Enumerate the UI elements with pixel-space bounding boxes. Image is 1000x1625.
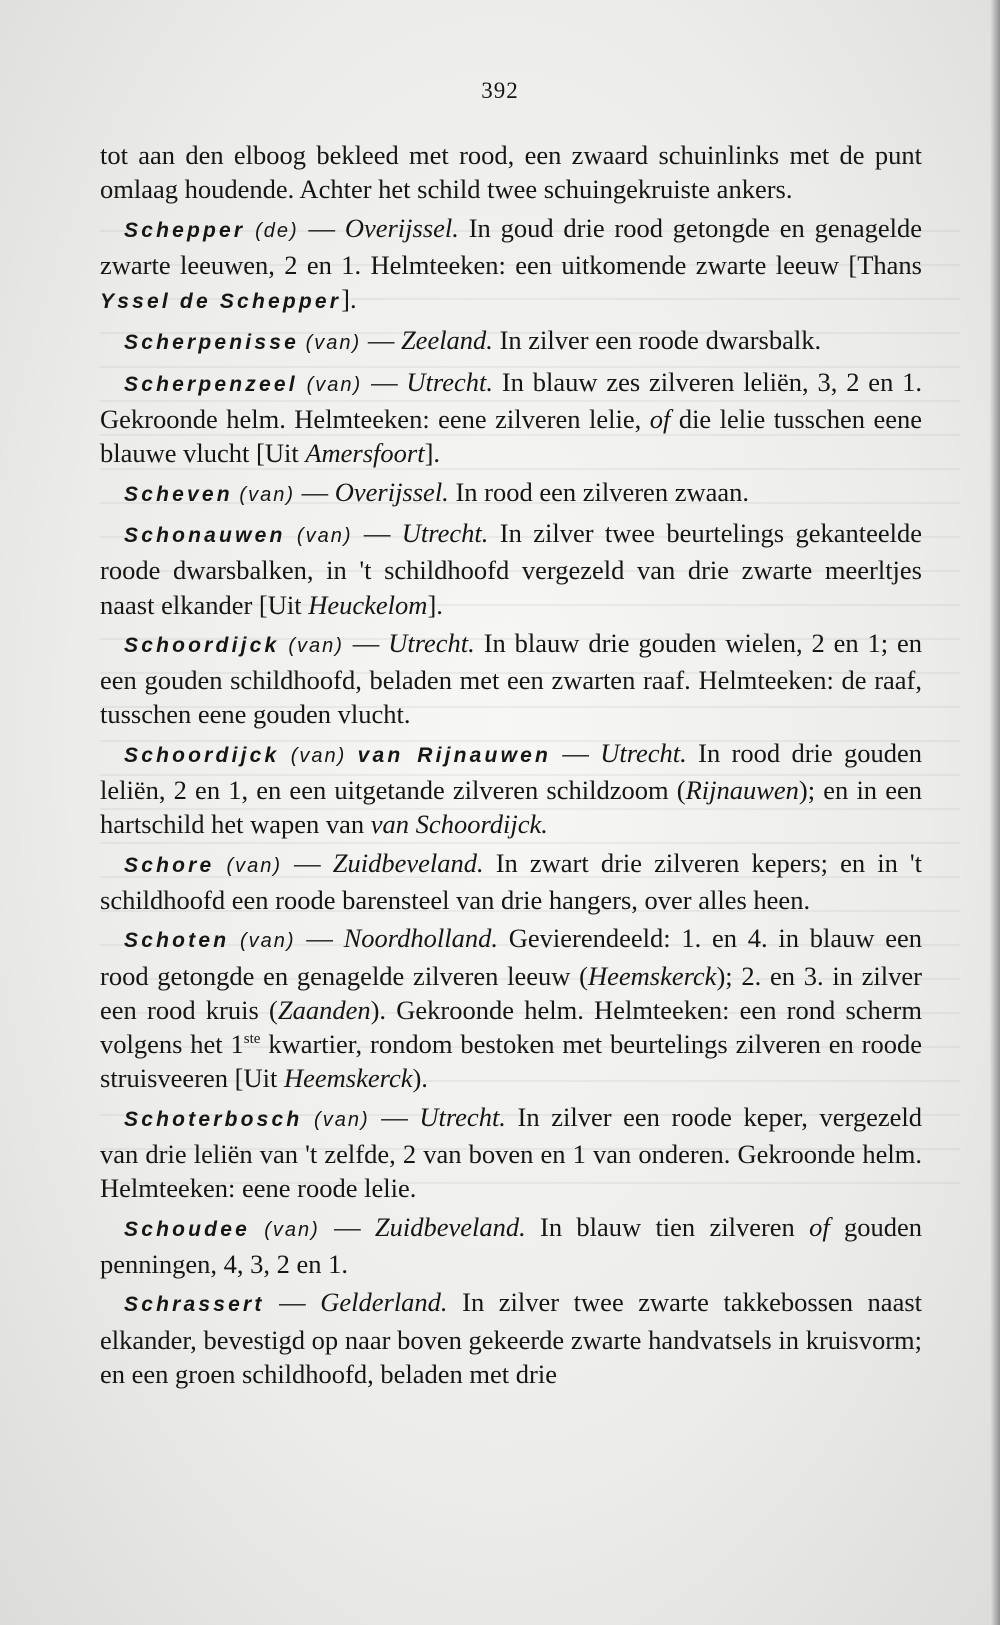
- entry-region: Zuidbeveland.: [374, 1211, 526, 1242]
- entry-region: Zuidbeveland.: [332, 847, 484, 878]
- entry-text-2: ); 2. en 3. in zilver een rood kruis (: [100, 960, 922, 1025]
- entry-ref: Heemskerck: [587, 960, 717, 991]
- entry-name: Scherpenisse: [124, 331, 299, 355]
- entry-text: In zilver een roode dwarsbalk.: [499, 325, 822, 356]
- entry-particle: (de): [255, 219, 299, 242]
- entry-region: Zeeland.: [400, 325, 493, 356]
- intro-text: tot aan den elboog bekleed met rood, een zwaard schuinlinks met de punt omlaag houdende. Achter het schild twee schuingekruiste ankers.: [100, 140, 922, 205]
- entry-name: Schoten: [124, 929, 230, 953]
- entry-name: Scherpenzeel: [124, 372, 298, 396]
- entry-text-2: gouden penningen, 4, 3, 2 en 1.: [100, 1211, 922, 1279]
- entry-ref-2: Zaanden: [277, 994, 371, 1025]
- entry-name: Schoudee: [124, 1217, 250, 1241]
- entry-particle: (van): [239, 483, 295, 506]
- entry-dash: —: [381, 1101, 408, 1132]
- entry-text-4: kwartier, rondom bestoken met beurtelings zilveren en roode struisveeren [Uit: [100, 1029, 922, 1094]
- page-number: 392: [481, 78, 519, 103]
- entry-region: Noordholland.: [343, 923, 498, 954]
- entry-particle: (van): [306, 373, 363, 396]
- entry-or-word: of: [809, 1211, 830, 1242]
- entry-region: Utrecht.: [388, 627, 475, 658]
- entry-dash: —: [562, 737, 589, 768]
- entry-text: In rood drie gouden leliën, 2 en 1, en een uitgetande zilveren schildzoom (: [100, 737, 923, 806]
- entry-dash: —: [363, 517, 391, 548]
- entry-schore: [100, 846, 922, 918]
- entry-schoordijck: [100, 626, 922, 732]
- entry-text: In blauw tien zilveren: [540, 1211, 795, 1242]
- entry-particle: (van): [264, 1218, 320, 1241]
- entry-region: Overijssel.: [344, 212, 459, 243]
- entry-text: In zilver een roode keper, vergezeld van drie leliën van 't zelfde, 2 van boven en 1 van onderen. Gekroonde helm. Helmteeken: eene roode lelie.: [100, 1101, 923, 1204]
- entry-dash: —: [306, 923, 333, 954]
- entry-name-2: van Rijnauwen: [357, 743, 552, 767]
- entry-schepper: [100, 211, 922, 320]
- entry-or-word: of: [649, 404, 671, 435]
- entry-text: In zilver twee beurtelings gekanteelde roode dwarsbalken, in 't schildhoofd vergezeld van drie zwarte meerltjes naast elkander [Uit: [100, 517, 923, 620]
- entry-name: Schoordijck: [124, 633, 280, 657]
- entry-particle: (van): [288, 634, 344, 657]
- entry-particle: (van): [314, 1108, 370, 1131]
- entry-particle: (van): [240, 930, 296, 953]
- entry-text-3: ). Gekroonde helm. Helmteeken: een rond scherm volgens het 1: [100, 994, 922, 1060]
- entry-dash: —: [308, 212, 336, 243]
- entry-scherpenisse: [100, 323, 922, 360]
- entry-name: Schore: [124, 853, 215, 877]
- entry-name: Schoordijck: [124, 743, 280, 767]
- entry-text-2: die lelie tusschen eene blauwe vlucht [Uit: [100, 404, 923, 469]
- entry-region: Utrecht.: [600, 737, 687, 768]
- entry-scherpenzeel: [100, 365, 922, 471]
- entry-region: Overijssel.: [334, 476, 449, 507]
- entry-text: In zilver twee zwarte takkebossen naast elkander, bevestigd op naar boven gekeerde zwarte handvatsels in kruisvorm; en een groen schildhoofd, beladen met drie: [100, 1287, 923, 1389]
- entry-text-end: ].: [424, 438, 441, 469]
- entry-name: Schoterbosch: [124, 1107, 303, 1131]
- entry-ref-2: van Schoordijck.: [370, 809, 548, 840]
- entry-scheven: [100, 475, 922, 512]
- entry-text-2: ); en in een hartschild het wapen van: [100, 775, 922, 840]
- entry-name: Scheven: [124, 482, 233, 506]
- body-text: [100, 138, 922, 1391]
- entry-text: In blauw zes zilveren leliën, 3, 2 en 1. Gekroonde helm. Helmteeken: eene zilveren lelie,: [100, 366, 923, 435]
- entry-ref-3: Heemskerck: [283, 1063, 413, 1094]
- entry-schoterbosch: [100, 1100, 922, 1206]
- entry-region: Utrecht.: [406, 366, 493, 397]
- entry-region: Gelderland.: [320, 1287, 448, 1318]
- entry-ref: Heuckelom: [308, 589, 428, 620]
- entry-dash: —: [294, 847, 321, 878]
- entry-schonauwen: [100, 516, 922, 622]
- entry-schoudee: [100, 1210, 922, 1282]
- entry-dash: —: [367, 325, 395, 356]
- page-edge-shadow: [990, 0, 1000, 1625]
- entry-particle: (van): [296, 524, 353, 547]
- entry-schoten: [100, 921, 922, 1095]
- entry-name: Schrassert: [124, 1293, 265, 1317]
- entry-dash: —: [334, 1211, 361, 1242]
- entry-ref-name: Yssel de Schepper: [100, 290, 342, 314]
- entry-particle: (van): [226, 854, 283, 877]
- entry-ref: Amersfoort: [305, 438, 425, 469]
- entry-dash: —: [301, 476, 329, 507]
- entry-ref: Rijnauwen: [685, 775, 799, 806]
- entry-sup: ste: [243, 1031, 261, 1048]
- intro-paragraph: [100, 138, 922, 207]
- entry-dash: —: [279, 1287, 306, 1318]
- entry-text-end: ].: [427, 589, 443, 620]
- entry-region: Utrecht.: [419, 1101, 506, 1132]
- entry-schrassert: [100, 1285, 922, 1391]
- entry-text: In rood een zilveren zwaan.: [455, 476, 749, 507]
- entry-text: Gevierendeeld: 1. en 4. in blauw een rood getongde en genagelde zilveren leeuw (: [100, 923, 923, 991]
- entry-name: Schepper: [124, 218, 246, 242]
- entry-particle: (van): [290, 744, 347, 767]
- entry-text: In blauw drie gouden wielen, 2 en 1; en een gouden schildhoofd, beladen met een zwarten raaf. Helmteeken: de raaf, tusschen eene gouden vlucht.: [100, 627, 923, 730]
- entry-schoordijck-van-rijnauwen: [100, 736, 922, 842]
- entry-name: Schonauwen: [124, 523, 286, 547]
- entry-text: In zwart drie zilveren kepers; en in 't schildhoofd een roode barensteel van drie hangers, over alles heen.: [100, 847, 923, 915]
- entry-text-end: ).: [412, 1063, 428, 1094]
- entry-dash: —: [352, 627, 380, 658]
- entry-region: Utrecht.: [401, 517, 489, 548]
- entry-text-end: ].: [341, 284, 357, 315]
- entry-text: In goud drie rood getongde en genagelde zwarte leeuwen, 2 en 1. Helmteeken: een uitkomende zwarte leeuw [Thans: [100, 212, 922, 280]
- entry-dash: —: [371, 366, 398, 397]
- entry-particle: (van): [305, 332, 362, 355]
